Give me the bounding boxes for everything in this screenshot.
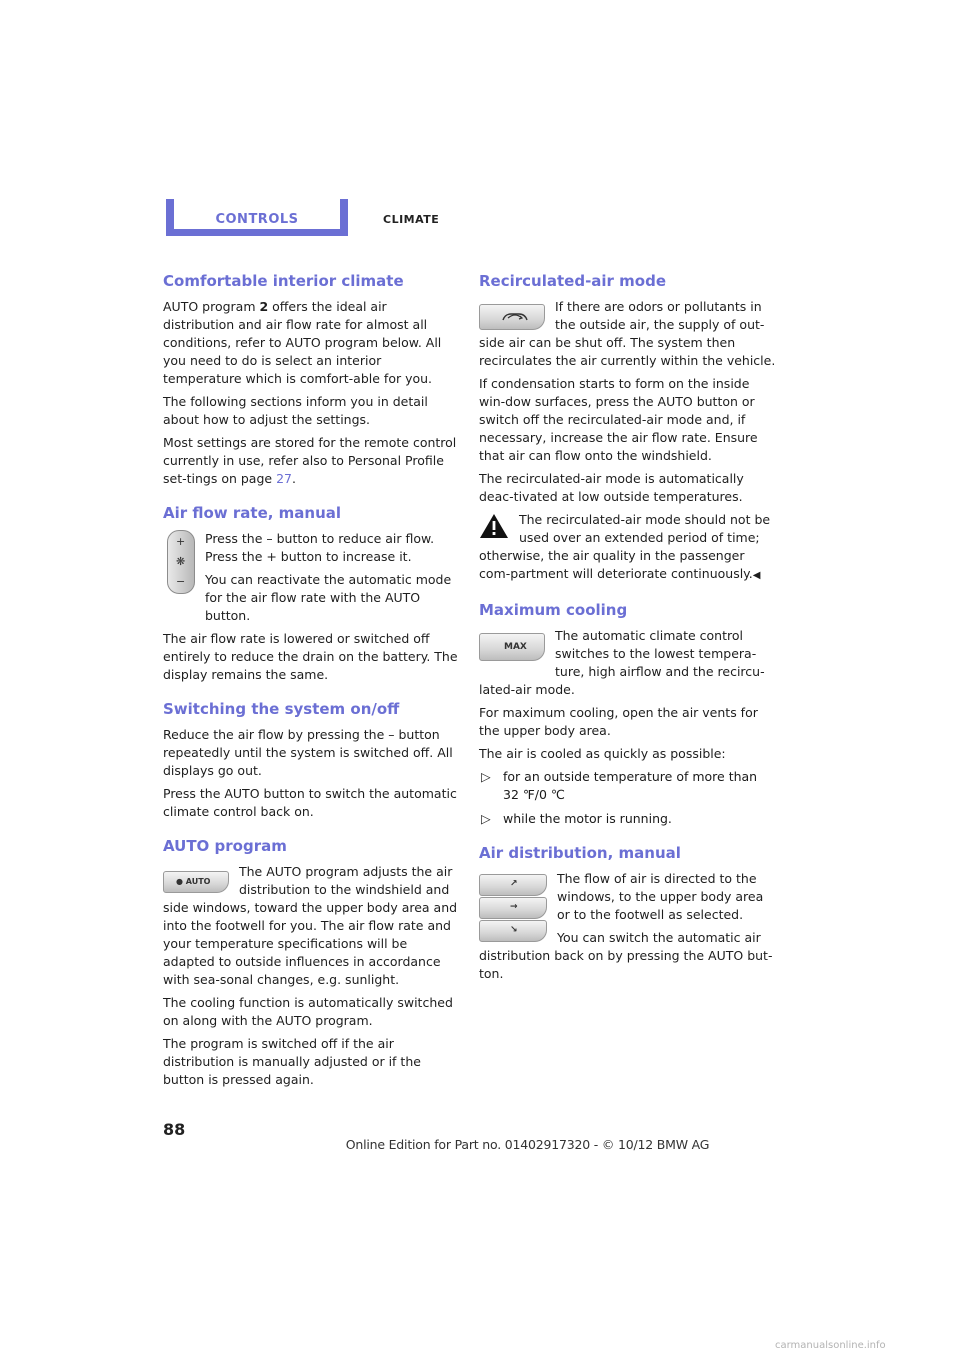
max-button-image: MAX xyxy=(479,633,545,661)
header-section-title: CLIMATE xyxy=(383,213,440,226)
paragraph: The flow of air is directed to the windows, to the upper body area or to the footwell as selected. xyxy=(557,871,764,922)
recirculation-button-image xyxy=(479,304,545,330)
warning-icon xyxy=(479,513,509,543)
paragraph: The air flow rate is lowered or switched off entirely to reduce the drain on the battery. The display remains the same. xyxy=(163,631,458,682)
bullet-icon: ▷ xyxy=(481,769,491,784)
heading-recirculated-air: Recirculated-air mode xyxy=(479,272,667,290)
right-column xyxy=(479,270,776,988)
paragraph: The automatic climate control switches to the lowest tempera-ture, high airflow and the recircu-lated-air mode. xyxy=(479,628,765,697)
paragraph: You can switch the automatic air distribution back on by pressing the AUTO but-ton. xyxy=(479,930,773,981)
paragraph: Reduce the air flow by pressing the – button repeatedly until the system is switched off. All displays go out. xyxy=(163,727,453,778)
paragraph: The following sections inform you in detail about how to adjust the settings. xyxy=(163,394,428,427)
bullet-icon: ▷ xyxy=(481,811,491,826)
fan-icon: ❋ xyxy=(176,555,186,568)
list-item: ▷ for an outside temperature of more than 32 ℉/0 ℃ xyxy=(481,769,758,802)
upper-body-distribution-icon: → xyxy=(479,897,547,919)
header-tab xyxy=(166,199,348,236)
heading-auto-program: AUTO program xyxy=(163,837,287,855)
paragraph: The AUTO program adjusts the air distribution to the windshield and side windows, toward the upper body area and into the footwell for you. The air flow rate and your temperature specifications will be adapted to outside influences in accordance with sea-sonal changes, e.g. sunlight. xyxy=(163,864,458,987)
paragraph: The program is switched off if the air distribution is manually adjusted or if the button is pressed again. xyxy=(163,1036,421,1087)
end-mark-icon: ◀ xyxy=(752,570,761,581)
air-distribution-buttons-image xyxy=(479,874,547,943)
paragraph: For maximum cooling, open the air vents for the upper body area. xyxy=(479,705,758,738)
bullet-list xyxy=(479,768,776,828)
header-tab-label: CONTROLS xyxy=(174,199,340,229)
paragraph: The air is cooled as quickly as possible: xyxy=(479,746,726,761)
paragraph: Most settings are stored for the remote control currently in use, refer also to Personal Profile set-tings on page 27. xyxy=(163,435,457,486)
paragraph: The cooling function is automatically switched on along with the AUTO program. xyxy=(163,995,453,1028)
paragraph: You can reactivate the automatic mode for the air flow rate with the AUTO button. xyxy=(205,572,452,623)
heading-comfortable-climate: Comfortable interior climate xyxy=(163,272,404,290)
left-column xyxy=(163,270,460,1094)
recirculation-car-icon xyxy=(500,310,530,324)
footwell-distribution-icon: ↘ xyxy=(479,920,547,942)
plus-icon: + xyxy=(176,535,186,548)
paragraph: The recirculated-air mode is automatically deac-tivated at low outside temperatures. xyxy=(479,471,744,504)
windshield-distribution-icon: ↗ xyxy=(479,874,547,896)
list-item: ▷ while the motor is running. xyxy=(481,811,672,826)
page-link[interactable]: 27 xyxy=(276,471,292,486)
heading-onoff: Switching the system on/off xyxy=(163,700,400,718)
paragraph: Press the AUTO button to switch the automatic climate control back on. xyxy=(163,786,457,819)
minus-icon: − xyxy=(176,575,186,588)
footer: Online Edition for Part no. 01402917320 - © 10/12 BMW AG xyxy=(345,1137,710,1152)
heading-air-distribution: Air distribution, manual xyxy=(479,844,681,862)
paragraph: If there are odors or pollutants in the outside air, the supply of out-side air can be shut off. The system then recirculates the air currently within the vehicle. xyxy=(479,299,776,368)
paragraph: If condensation starts to form on the inside win-dow surfaces, press the AUTO button or switch off the recirculated-air mode and, if necessary, increase the air flow rate. Ensure that air can flow onto the windshield. xyxy=(479,376,758,463)
heading-airflow: Air flow rate, manual xyxy=(163,504,342,522)
auto-button-image: ● AUTO xyxy=(163,871,229,893)
paragraph: AUTO program 2 offers the ideal air distribution and air flow rate for almost all conditions, refer to AUTO program below. All you need to do is select an interior temperature which is comfort-able for you. xyxy=(163,299,442,386)
watermark: carmanualsonline.info xyxy=(775,1340,886,1351)
page-number: 88 xyxy=(163,1120,186,1139)
warning-paragraph: The recirculated-air mode should not be used over an extended period of time; otherwise, the air quality in the passenger com-partment will deteriorate continuously.◀ xyxy=(479,512,771,581)
heading-maximum-cooling: Maximum cooling xyxy=(479,601,628,619)
airflow-rocker-image xyxy=(163,530,195,594)
paragraph: Press the – button to reduce air flow. Press the + button to increase it. xyxy=(205,531,435,564)
